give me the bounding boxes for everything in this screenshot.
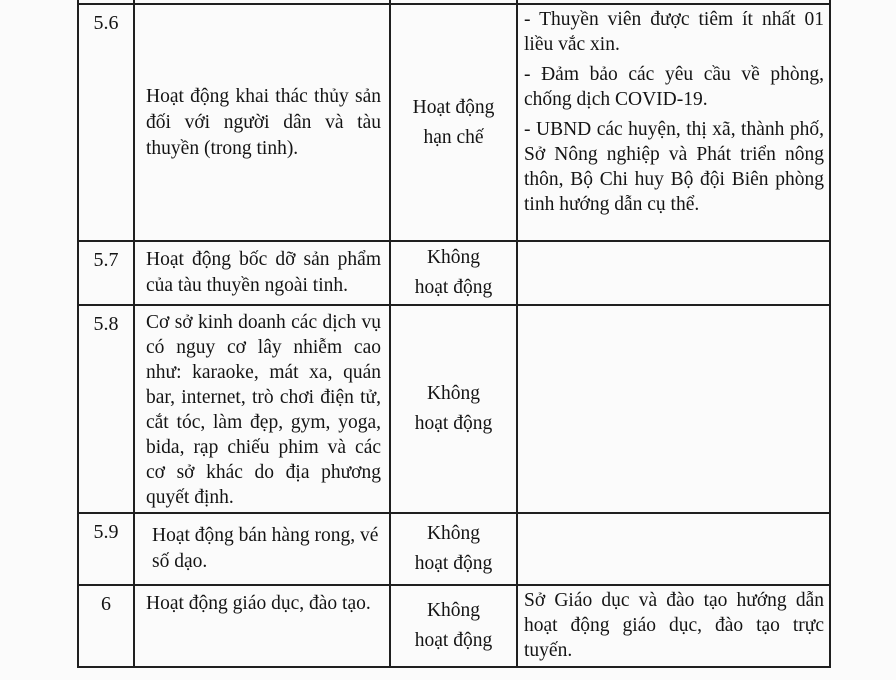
status-cell xyxy=(389,586,516,668)
activity-cell xyxy=(133,5,389,242)
status-text-line: Không xyxy=(426,247,481,268)
status-cell xyxy=(389,242,516,306)
status-text-line: hoạt động xyxy=(414,413,493,434)
activity-text: Hoạt động bán hàng rong, vé số dạo. xyxy=(152,525,379,572)
notes-cell xyxy=(516,306,831,514)
activity-cell xyxy=(133,242,389,306)
note-paragraph: - Thuyền viên được tiêm ít nhất 01 liều vắc xin. xyxy=(524,9,824,55)
status-text-line: Không xyxy=(426,383,481,404)
note-paragraph: - UBND các huyện, thị xã, thành phố, Sở Nông nghiệp và Phát triển nông thôn, Bộ Chi huy Bộ đội Biên phòng tinh hướng dẫn cụ thể. xyxy=(524,119,824,215)
row-number: 5.6 xyxy=(77,5,133,242)
status-cell xyxy=(389,514,516,586)
activity-text: Hoạt động giáo dục, đào tạo. xyxy=(146,593,371,614)
status-cell xyxy=(389,5,516,242)
notes-cell xyxy=(516,586,831,668)
status-cell xyxy=(389,306,516,514)
note-paragraph: Sở Giáo dục và đào tạo hướng dẫn hoạt động giáo dục, đào tạo trực tuyến. xyxy=(524,590,824,661)
notes-cell xyxy=(516,242,831,306)
activity-text: Hoạt động bốc dỡ sản phẩm của tàu thuyền ngoài tinh. xyxy=(146,249,381,296)
status-text-line: hạn chế xyxy=(423,126,484,148)
row-number: 5.9 xyxy=(77,514,133,586)
row-number: 6 xyxy=(77,586,133,668)
status-text-line: Không xyxy=(426,523,481,544)
note-paragraph: - Đảm bảo các yêu cầu về phòng, chống dịch COVID-19. xyxy=(524,64,824,110)
activity-cell xyxy=(133,514,389,586)
activity-cell xyxy=(133,306,389,514)
activity-text: Cơ sở kinh doanh các dịch vụ có nguy cơ lây nhiễm cao như: karaoke, mát xa, quán bar, internet, trò chơi điện tử, cắt tóc, làm đẹp, gym, yoga, bida, rạp chiếu phim và các cơ sở khác do địa phương quyết định. xyxy=(146,312,381,508)
row-number: 5.8 xyxy=(77,306,133,514)
status-text-line: Hoạt động xyxy=(412,96,495,118)
status-text-line: hoạt động xyxy=(414,630,493,651)
row-number: 5.7 xyxy=(77,242,133,306)
activity-cell xyxy=(133,586,389,668)
status-text-line: hoạt động xyxy=(414,553,493,574)
notes-cell xyxy=(516,5,831,242)
notes-cell xyxy=(516,514,831,586)
status-text-line: hoạt động xyxy=(414,277,493,298)
activity-text: Hoạt động khai thác thủy sản đối với người dân và tàu thuyền (trong tinh). xyxy=(146,85,381,159)
status-text-line: Không xyxy=(426,600,481,621)
activity-restrictions-table xyxy=(77,0,831,668)
